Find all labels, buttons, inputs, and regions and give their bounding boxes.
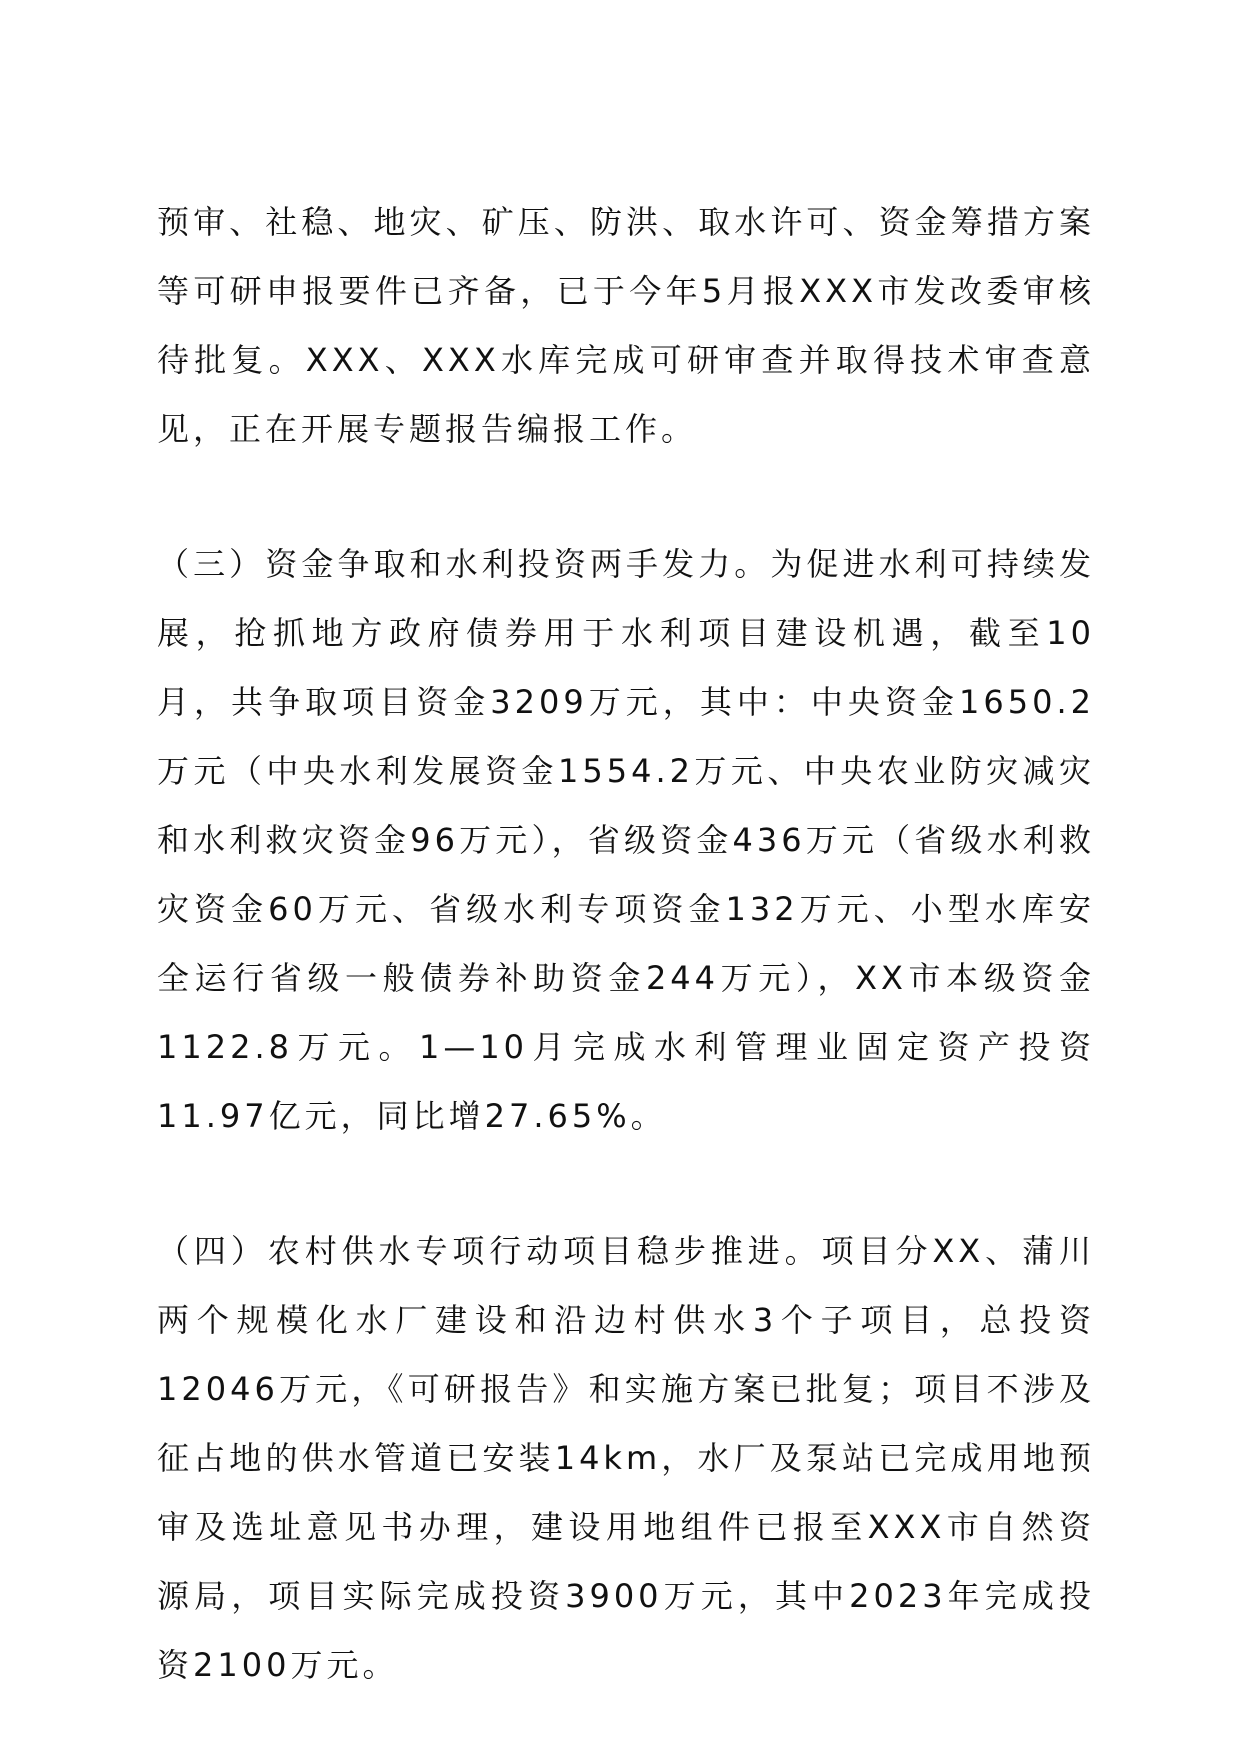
paragraph-approval-status: 预审、社稳、地灾、矿压、防洪、取水许可、资金筹措方案等可研申报要件已齐备，已于今年5月报XXX市发改委审核待批复。XXX、XXX水库完成可研审查并取得技术审查意见，正在开展专题报告编报工作。 xyxy=(157,203,1095,448)
document-body xyxy=(157,188,1095,1700)
paragraph-spacer xyxy=(157,1151,1095,1217)
paragraph-funding-investment: （三）资金争取和水利投资两手发力。为促进水利可持续发展，抢抓地方政府债券用于水利项目建设机遇，截至10月，共争取项目资金3209万元，其中：中央资金1650.2万元（中央水利发展资金1554.2万元、中央农业防灾减灾和水利救灾资金96万元），省级资金436万元（省级水利救灾资金60万元、省级水利专项资金132万元、小型水库安全运行省级一般债券补助资金244万元），XX市本级资金1122.8万元。1—10月完成水利管理业固定资产投资11.97亿元，同比增27.65%。 xyxy=(157,545,1095,1135)
paragraph-spacer xyxy=(157,464,1095,530)
paragraph-rural-water-supply: （四）农村供水专项行动项目稳步推进。项目分XX、蒲川两个规模化水厂建设和沿边村供水3个子项目，总投资12046万元，《可研报告》和实施方案已批复；项目不涉及征占地的供水管道已安装14km，水厂及泵站已完成用地预审及选址意见书办理，建设用地组件已报至XXX市自然资源局，项目实际完成投资3900万元，其中2023年完成投资2100万元。 xyxy=(157,1232,1095,1684)
